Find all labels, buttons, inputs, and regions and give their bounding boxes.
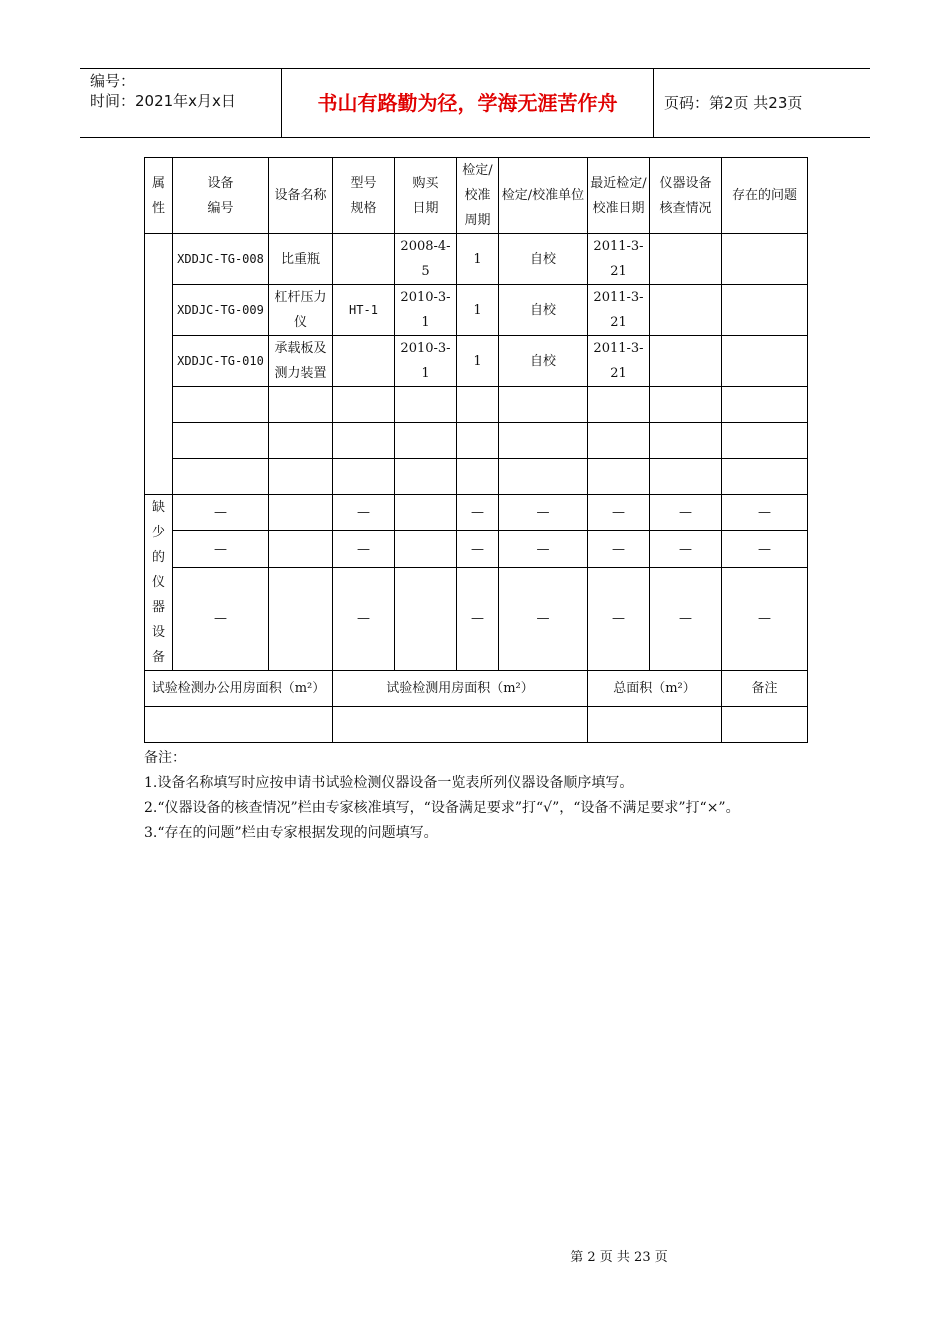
cell-buy-date: 2010-3-1 bbox=[395, 285, 457, 336]
area-office-label: 试验检测办公用房面积（m²） bbox=[145, 671, 333, 707]
note-item: 3.“存在的问题”栏由专家根据发现的问题填写。 bbox=[144, 825, 438, 841]
missing-row: — — — — — — — bbox=[145, 531, 808, 567]
cell-cycle: 1 bbox=[457, 336, 499, 387]
cell-code: XDDJC-TG-009 bbox=[173, 285, 269, 336]
header-recent: 最近检定/校准日期 bbox=[588, 158, 650, 234]
time-label: 时间：2021年x月x日 bbox=[90, 92, 236, 110]
header-check: 仪器设备 核查情况 bbox=[650, 158, 722, 234]
empty-row bbox=[145, 459, 808, 495]
table-row bbox=[145, 336, 808, 387]
area-total-value bbox=[588, 707, 722, 743]
page-footer: 第 2 页 共 23 页 bbox=[570, 1250, 668, 1265]
cell-name: 杠杆压力仪 bbox=[269, 285, 333, 336]
cell-recent: 2011-3-21 bbox=[588, 336, 650, 387]
attr-cell bbox=[145, 234, 173, 495]
cell-problem bbox=[722, 285, 808, 336]
cell-cycle: 1 bbox=[457, 234, 499, 285]
header-name: 设备名称 bbox=[269, 158, 333, 234]
area-header-row bbox=[145, 671, 808, 707]
cell-check bbox=[650, 336, 722, 387]
number-label: 编号： bbox=[90, 72, 136, 90]
cell-unit: 自校 bbox=[499, 234, 588, 285]
cell-cycle: 1 bbox=[457, 285, 499, 336]
table-header-row bbox=[145, 158, 808, 234]
cell-recent: 2011-3-21 bbox=[588, 234, 650, 285]
notes-section bbox=[144, 746, 810, 846]
cell-check bbox=[650, 234, 722, 285]
cell-name: 比重瓶 bbox=[269, 234, 333, 285]
cell-recent: 2011-3-21 bbox=[588, 285, 650, 336]
cell-unit: 自校 bbox=[499, 285, 588, 336]
cell-model bbox=[333, 234, 395, 285]
header-unit: 检定/校准单位 bbox=[499, 158, 588, 234]
missing-row: — — — — — — — bbox=[145, 567, 808, 670]
cell-buy-date: 2008-4-5 bbox=[395, 234, 457, 285]
table-row bbox=[145, 285, 808, 336]
cell-model: HT-1 bbox=[333, 285, 395, 336]
header-motto: 书山有路勤为径，学海无涯苦作舟 bbox=[282, 69, 654, 137]
header-page-number: 页码：第2页 共23页 bbox=[664, 94, 803, 112]
cell-problem bbox=[722, 234, 808, 285]
notes-title: 备注： bbox=[144, 750, 186, 766]
cell-model bbox=[333, 336, 395, 387]
table-row bbox=[145, 234, 808, 285]
note-item: 1.设备名称填写时应按申请书试验检测仪器设备一览表所列仪器设备顺序填写。 bbox=[144, 775, 634, 791]
header-code: 设备 编号 bbox=[173, 158, 269, 234]
area-office-value bbox=[145, 707, 333, 743]
header-meta bbox=[80, 69, 282, 137]
cell-problem bbox=[722, 336, 808, 387]
header-model: 型号 规格 bbox=[333, 158, 395, 234]
cell-name: 承载板及测力装置 bbox=[269, 336, 333, 387]
missing-row: 缺 少 的 仪 器 设 备 — — — — — — — bbox=[145, 495, 808, 531]
page-header bbox=[80, 68, 870, 138]
cell-unit: 自校 bbox=[499, 336, 588, 387]
equipment-table bbox=[144, 157, 808, 743]
header-buy-date: 购买 日期 bbox=[395, 158, 457, 234]
cell-buy-date: 2010-3-1 bbox=[395, 336, 457, 387]
header-problem: 存在的问题 bbox=[722, 158, 808, 234]
area-remark-label: 备注 bbox=[722, 671, 808, 707]
area-value-row bbox=[145, 707, 808, 743]
cell-code: XDDJC-TG-010 bbox=[173, 336, 269, 387]
cell-code: XDDJC-TG-008 bbox=[173, 234, 269, 285]
header-cycle: 检定/校准周期 bbox=[457, 158, 499, 234]
header-attr: 属 性 bbox=[145, 158, 173, 234]
empty-row bbox=[145, 387, 808, 423]
cell-check bbox=[650, 285, 722, 336]
area-total-label: 总面积（m²） bbox=[588, 671, 722, 707]
area-remark-value bbox=[722, 707, 808, 743]
area-test-label: 试验检测用房面积（m²） bbox=[333, 671, 588, 707]
missing-equipment-label: 缺 少 的 仪 器 设 备 bbox=[145, 495, 173, 671]
empty-row bbox=[145, 423, 808, 459]
note-item: 2.“仪器设备的核查情况”栏由专家核准填写，“设备满足要求”打“√”，“设备不满足要求”打“×”。 bbox=[144, 800, 740, 816]
area-test-value bbox=[333, 707, 588, 743]
